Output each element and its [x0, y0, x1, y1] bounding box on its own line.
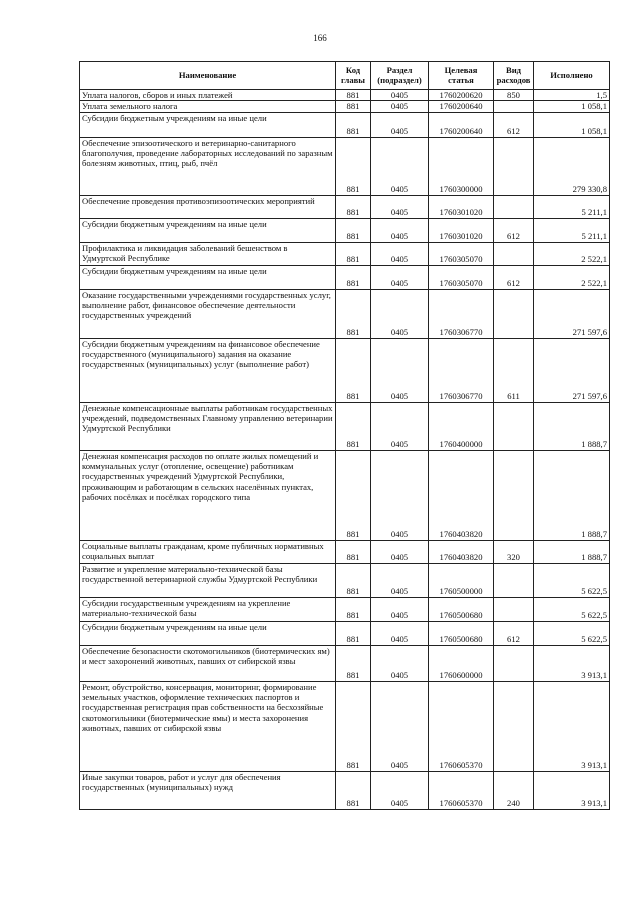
row-target-cell: 1760605370 — [429, 681, 494, 771]
row-name-cell: Оказание государственными учреждениями государственных услуг, выполнение работ, финансовое обеспечение деятельности государственных учреждений — [80, 289, 336, 338]
table-row — [80, 289, 610, 338]
row-target-cell: 1760301020 — [429, 218, 494, 242]
row-code-cell: 881 — [336, 771, 371, 809]
row-target-cell: 1760500680 — [429, 597, 494, 621]
row-amount-cell: 5 211,1 — [534, 218, 610, 242]
table-row — [80, 137, 610, 195]
row-kind-cell: 850 — [494, 90, 534, 101]
row-name-cell: Развитие и укрепление материально-технической базы государственной ветеринарной службы Удмуртской Республики — [80, 563, 336, 597]
row-amount-cell: 1 058,1 — [534, 112, 610, 137]
column-header-target: Целевая статья — [429, 62, 494, 90]
row-amount-cell: 3 913,1 — [534, 681, 610, 771]
row-name-cell: Субсидии бюджетным учреждениям на иные цели — [80, 218, 336, 242]
table-row — [80, 242, 610, 265]
row-code-cell: 881 — [336, 112, 371, 137]
row-amount-cell: 2 522,1 — [534, 265, 610, 289]
row-name-cell: Субсидии бюджетным учреждениям на финансовое обеспечение государственного (муниципального) задания на оказание государственных (муниципальных) услуг (выполнение работ) — [80, 338, 336, 402]
row-code-cell: 881 — [336, 242, 371, 265]
row-section-cell: 0405 — [371, 645, 429, 681]
row-kind-cell — [494, 450, 534, 540]
row-kind-cell — [494, 137, 534, 195]
row-target-cell: 1760500000 — [429, 563, 494, 597]
row-code-cell: 881 — [336, 597, 371, 621]
row-section-cell: 0405 — [371, 563, 429, 597]
row-name-cell: Профилактика и ликвидация заболеваний бешенством в Удмуртской Республике — [80, 242, 336, 265]
row-target-cell: 1760403820 — [429, 450, 494, 540]
row-section-cell: 0405 — [371, 265, 429, 289]
row-section-cell: 0405 — [371, 289, 429, 338]
row-kind-cell — [494, 645, 534, 681]
row-amount-cell: 1 888,7 — [534, 402, 610, 450]
row-target-cell: 1760600000 — [429, 645, 494, 681]
row-kind-cell — [494, 101, 534, 112]
row-name-cell: Субсидии бюджетным учреждениям на иные цели — [80, 112, 336, 137]
row-kind-cell: 612 — [494, 218, 534, 242]
row-section-cell: 0405 — [371, 338, 429, 402]
row-name-cell: Субсидии бюджетным учреждениям на иные цели — [80, 265, 336, 289]
row-kind-cell — [494, 402, 534, 450]
row-section-cell: 0405 — [371, 681, 429, 771]
table-row — [80, 338, 610, 402]
row-kind-cell: 611 — [494, 338, 534, 402]
column-header-section: Раздел (подраздел) — [371, 62, 429, 90]
row-code-cell: 881 — [336, 450, 371, 540]
row-code-cell: 881 — [336, 621, 371, 645]
row-amount-cell: 5 622,5 — [534, 563, 610, 597]
row-code-cell: 881 — [336, 681, 371, 771]
row-amount-cell: 279 330,8 — [534, 137, 610, 195]
row-target-cell: 1760400000 — [429, 402, 494, 450]
row-name-cell: Субсидии государственным учреждениям на укрепление материально-технической базы — [80, 597, 336, 621]
row-code-cell: 881 — [336, 195, 371, 218]
table-row — [80, 645, 610, 681]
row-code-cell: 881 — [336, 402, 371, 450]
row-section-cell: 0405 — [371, 112, 429, 137]
row-section-cell: 0405 — [371, 195, 429, 218]
row-amount-cell: 3 913,1 — [534, 645, 610, 681]
row-section-cell: 0405 — [371, 450, 429, 540]
row-amount-cell: 1 888,7 — [534, 540, 610, 563]
row-kind-cell: 612 — [494, 265, 534, 289]
row-name-cell: Денежная компенсация расходов по оплате жилых помещений и коммунальных услуг (отопление, освещение) работникам государственных учреждений Удмуртской Республики, проживающим и работающим в сельских населённых пунктах, рабочих посёлках и посёлках городского типа — [80, 450, 336, 540]
row-target-cell: 1760306770 — [429, 289, 494, 338]
row-target-cell: 1760200640 — [429, 101, 494, 112]
row-target-cell: 1760305070 — [429, 265, 494, 289]
row-kind-cell: 612 — [494, 112, 534, 137]
row-target-cell: 1760305070 — [429, 242, 494, 265]
table-row — [80, 112, 610, 137]
row-amount-cell: 1,5 — [534, 90, 610, 101]
column-header-kind: Вид расходов — [494, 62, 534, 90]
row-kind-cell: 320 — [494, 540, 534, 563]
row-target-cell: 1760403820 — [429, 540, 494, 563]
row-amount-cell: 3 913,1 — [534, 771, 610, 809]
row-target-cell: 1760301020 — [429, 195, 494, 218]
budget-table — [79, 61, 610, 810]
row-amount-cell: 271 597,6 — [534, 289, 610, 338]
row-amount-cell: 1 888,7 — [534, 450, 610, 540]
column-header-code: Код главы — [336, 62, 371, 90]
table-row — [80, 597, 610, 621]
row-kind-cell — [494, 289, 534, 338]
table-row — [80, 402, 610, 450]
page-number: 166 — [313, 33, 327, 43]
row-section-cell: 0405 — [371, 540, 429, 563]
row-name-cell: Обеспечение безопасности скотомогильников (биотермических ям) и мест захоронений животных, павших от сибирской язвы — [80, 645, 336, 681]
row-section-cell: 0405 — [371, 621, 429, 645]
table-row — [80, 681, 610, 771]
table-header-row — [80, 62, 610, 90]
row-section-cell: 0405 — [371, 137, 429, 195]
row-amount-cell: 5 622,5 — [534, 621, 610, 645]
row-kind-cell — [494, 597, 534, 621]
row-name-cell: Социальные выплаты гражданам, кроме публичных нормативных социальных выплат — [80, 540, 336, 563]
row-target-cell: 1760306770 — [429, 338, 494, 402]
row-kind-cell: 240 — [494, 771, 534, 809]
row-section-cell: 0405 — [371, 771, 429, 809]
row-kind-cell — [494, 242, 534, 265]
row-section-cell: 0405 — [371, 402, 429, 450]
row-name-cell: Ремонт, обустройство, консервация, мониторинг, формирование земельных участков, оформление технических паспортов и государственная регистрация прав собственности на бесхозяйные скотомогильники (биотермические ямы) и места захоронения животных, павших от сибирской язвы — [80, 681, 336, 771]
row-target-cell: 1760300000 — [429, 137, 494, 195]
table-row — [80, 101, 610, 112]
row-code-cell: 881 — [336, 540, 371, 563]
row-code-cell: 881 — [336, 645, 371, 681]
table-row — [80, 771, 610, 809]
table-row — [80, 90, 610, 101]
row-code-cell: 881 — [336, 101, 371, 112]
table-row — [80, 195, 610, 218]
row-code-cell: 881 — [336, 338, 371, 402]
row-section-cell: 0405 — [371, 90, 429, 101]
row-kind-cell — [494, 563, 534, 597]
row-code-cell: 881 — [336, 218, 371, 242]
row-section-cell: 0405 — [371, 101, 429, 112]
row-name-cell: Иные закупки товаров, работ и услуг для обеспечения государственных (муниципальных) нужд — [80, 771, 336, 809]
table-row — [80, 563, 610, 597]
row-code-cell: 881 — [336, 289, 371, 338]
row-name-cell: Субсидии бюджетным учреждениям на иные цели — [80, 621, 336, 645]
row-kind-cell — [494, 681, 534, 771]
row-target-cell: 1760200640 — [429, 112, 494, 137]
column-header-amount: Исполнено — [534, 62, 610, 90]
row-amount-cell: 5 211,1 — [534, 195, 610, 218]
row-target-cell: 1760605370 — [429, 771, 494, 809]
row-name-cell: Обеспечение проведения противоэпизоотических мероприятий — [80, 195, 336, 218]
table-row — [80, 450, 610, 540]
table-row — [80, 218, 610, 242]
column-header-name: Наименование — [80, 62, 336, 90]
row-name-cell: Уплата земельного налога — [80, 101, 336, 112]
row-section-cell: 0405 — [371, 597, 429, 621]
table-row — [80, 540, 610, 563]
row-section-cell: 0405 — [371, 242, 429, 265]
row-code-cell: 881 — [336, 563, 371, 597]
row-name-cell: Денежные компенсационные выплаты работникам государственных учреждений, подведомственных Главному управлению ветеринарии Удмуртской Республики — [80, 402, 336, 450]
row-code-cell: 881 — [336, 137, 371, 195]
table-row — [80, 621, 610, 645]
row-amount-cell: 1 058,1 — [534, 101, 610, 112]
row-code-cell: 881 — [336, 265, 371, 289]
row-name-cell: Обеспечение эпизоотического и ветеринарно-санитарного благополучия, проведение лабораторных исследований по заразным болезням животных, птиц, рыб, пчёл — [80, 137, 336, 195]
row-name-cell: Уплата налогов, сборов и иных платежей — [80, 90, 336, 101]
row-kind-cell: 612 — [494, 621, 534, 645]
row-code-cell: 881 — [336, 90, 371, 101]
row-amount-cell: 271 597,6 — [534, 338, 610, 402]
row-amount-cell: 2 522,1 — [534, 242, 610, 265]
table-row — [80, 265, 610, 289]
row-amount-cell: 5 622,5 — [534, 597, 610, 621]
row-section-cell: 0405 — [371, 218, 429, 242]
row-target-cell: 1760500680 — [429, 621, 494, 645]
row-kind-cell — [494, 195, 534, 218]
row-target-cell: 1760200620 — [429, 90, 494, 101]
